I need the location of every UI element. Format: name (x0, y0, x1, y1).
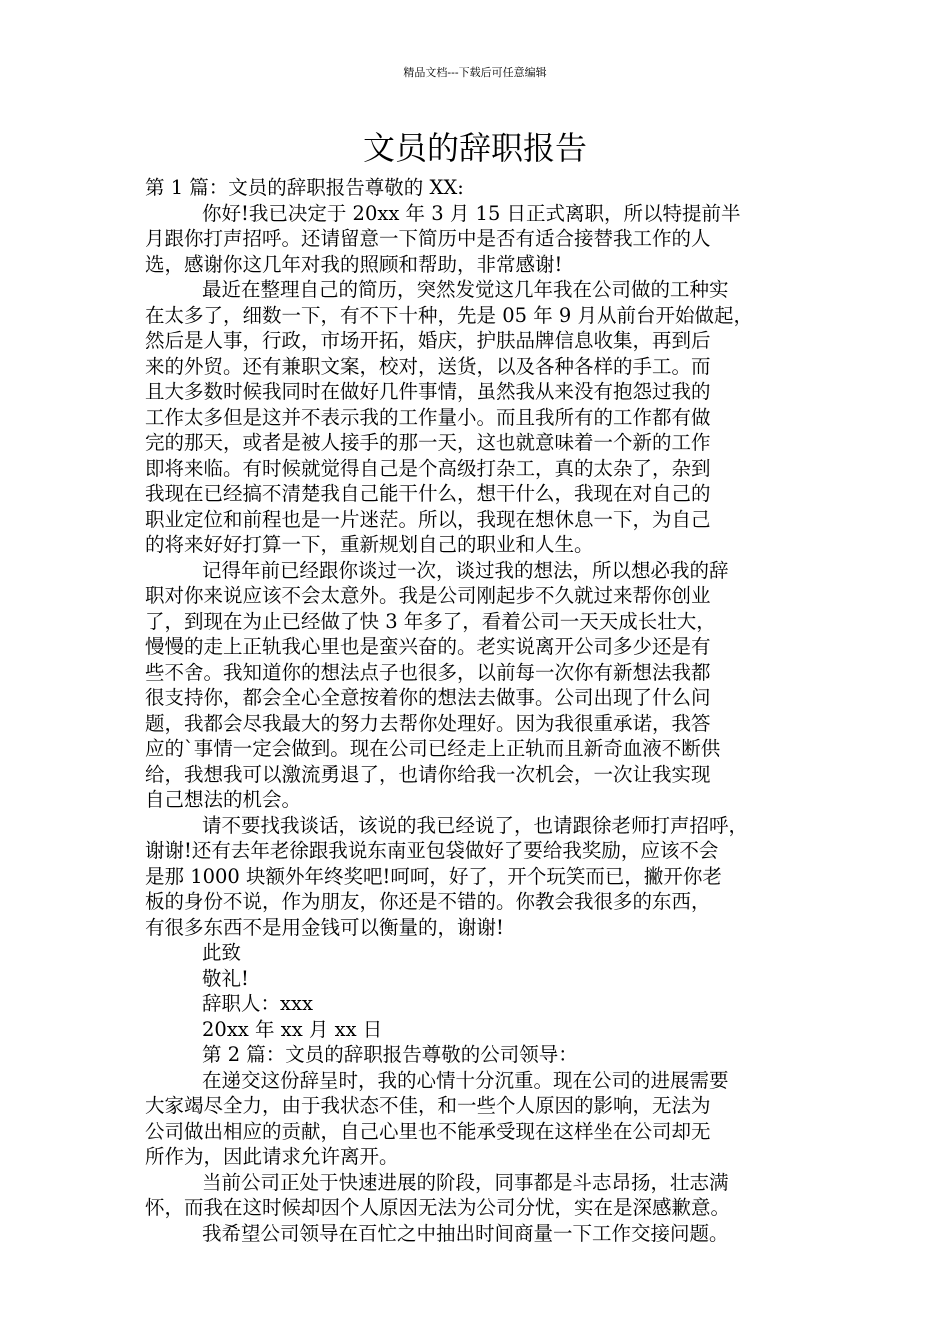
text-line: 20xx 年 xx 月 xx 日 (202, 1017, 383, 1041)
text-line: 且大多数时候我同时在做好几件事情，虽然我从来没有抱怨过我的 (145, 380, 711, 403)
document-body (145, 175, 810, 1246)
text-line: 的将来好好打算一下，重新规划自己的职业和人生。 (145, 533, 594, 556)
text-line: 来的外贸。还有兼职文案，校对，送货，以及各种各样的手工。而 (145, 354, 711, 378)
text-line: 职对你来说应该不会太意外。我是公司刚起步不久就过来帮你创业 (145, 584, 711, 607)
text-line: 慢慢的走上正轨我心里也是蛮兴奋的。老实说离开公司多少还是有 (145, 635, 711, 658)
text-line: 月跟你打声招呼。还请留意一下简历中是否有适合接替我工作的人 (145, 227, 711, 250)
text-line: 大家竭尽全力，由于我状态不佳，和一些个人原因的影响，无法为 (145, 1094, 711, 1117)
text-line: 有很多东西不是用金钱可以衡量的，谢谢! (145, 915, 504, 939)
text-line: 当前公司正处于快速进展的阶段，同事都是斗志昂扬，壮志满 (202, 1170, 729, 1194)
text-line: 很支持你，都会全心全意按着你的想法去做事。公司出现了什么问 (145, 686, 711, 709)
text-line: 请不要找我谈话，该说的我已经说了，也请跟徐老师打声招呼， (202, 813, 749, 837)
text-line: 是那 1000 块额外年终奖吧!呵呵，好了，开个玩笑而已，撇开你老 (145, 864, 722, 888)
text-line: 工作太多但是这并不表示我的工作量小。而且我所有的工作都有做 (145, 405, 711, 429)
text-line: 你好!我已决定于 20xx 年 3 月 15 日正式离职，所以特提前半 (202, 201, 741, 225)
text-line: 第 2 篇：文员的辞职报告尊敬的公司领导： (202, 1043, 578, 1066)
text-line: 辞职人：xxx (202, 992, 313, 1015)
text-line: 所作为，因此请求允许离开。 (145, 1145, 399, 1168)
text-line: 敬礼! (202, 966, 249, 990)
text-line: 题，我都会尽我最大的努力去帮你处理好。因为我很重承诺，我答 (145, 711, 711, 735)
text-line: 些不舍。我知道你的想法点子也很多，以前每一次你有新想法我都 (145, 660, 711, 684)
text-line: 记得年前已经跟你谈过一次，谈过我的想法，所以想必我的辞 (202, 558, 729, 582)
text-line: 第 1 篇：文员的辞职报告尊敬的 XX: (145, 176, 464, 199)
text-line: 怀，而我在这时候却因个人原因无法为公司分忧，实在是深感歉意。 (145, 1196, 731, 1219)
text-line: 我现在已经搞不清楚我自己能干什么，想干什么，我现在对自己的 (145, 482, 711, 505)
text-line: 职业定位和前程也是一片迷茫。所以，我现在想休息一下，为自己 (145, 507, 711, 531)
text-line: 完的那天，或者是被人接手的那一天，这也就意味着一个新的工作 (145, 431, 711, 454)
text-line: 选，感谢你这几年对我的照顾和帮助，非常感谢! (145, 252, 563, 276)
text-line: 此致 (202, 941, 242, 964)
page-header-note: 精品文档---下载后可任意编辑 (403, 66, 547, 79)
text-line: 应的`事情一定会做到。现在公司已经走上正轨而且新奇血液不断供 (145, 737, 721, 760)
text-line: 公司做出相应的贡献，自己心里也不能承受现在这样坐在公司却无 (145, 1119, 711, 1143)
text-line: 在递交这份辞呈时，我的心情十分沉重。现在公司的进展需要 (202, 1068, 729, 1092)
text-line: 给，我想我可以激流勇退了，也请你给我一次机会，一次让我实现 (145, 762, 711, 786)
text-line: 最近在整理自己的简历，突然发觉这几年我在公司做的工种实 (202, 278, 729, 301)
text-line: 了，到现在为止已经做了快 3 年多了，看着公司一天天成长壮大， (145, 609, 716, 633)
text-line: 然后是人事，行政，市场开拓，婚庆，护肤品牌信息收集，再到后 (145, 329, 711, 352)
text-line: 在太多了，细数一下，有不下十种，先是 05 年 9 月从前台开始做起， (145, 303, 754, 327)
text-line: 自己想法的机会。 (145, 788, 302, 811)
document-title: 文员的辞职报告 (362, 129, 587, 167)
text-line: 板的身份不说，作为朋友，你还是不错的。你教会我很多的东西， (145, 890, 711, 913)
text-line: 我希望公司领导在百忙之中抽出时间商量一下工作交接问题。 (202, 1221, 729, 1245)
text-line: 即将来临。有时候就觉得自己是个高级打杂工，真的太杂了，杂到 (145, 456, 711, 480)
text-line: 谢谢!还有去年老徐跟我说东南亚包袋做好了要给我奖励，应该不会 (145, 839, 719, 862)
